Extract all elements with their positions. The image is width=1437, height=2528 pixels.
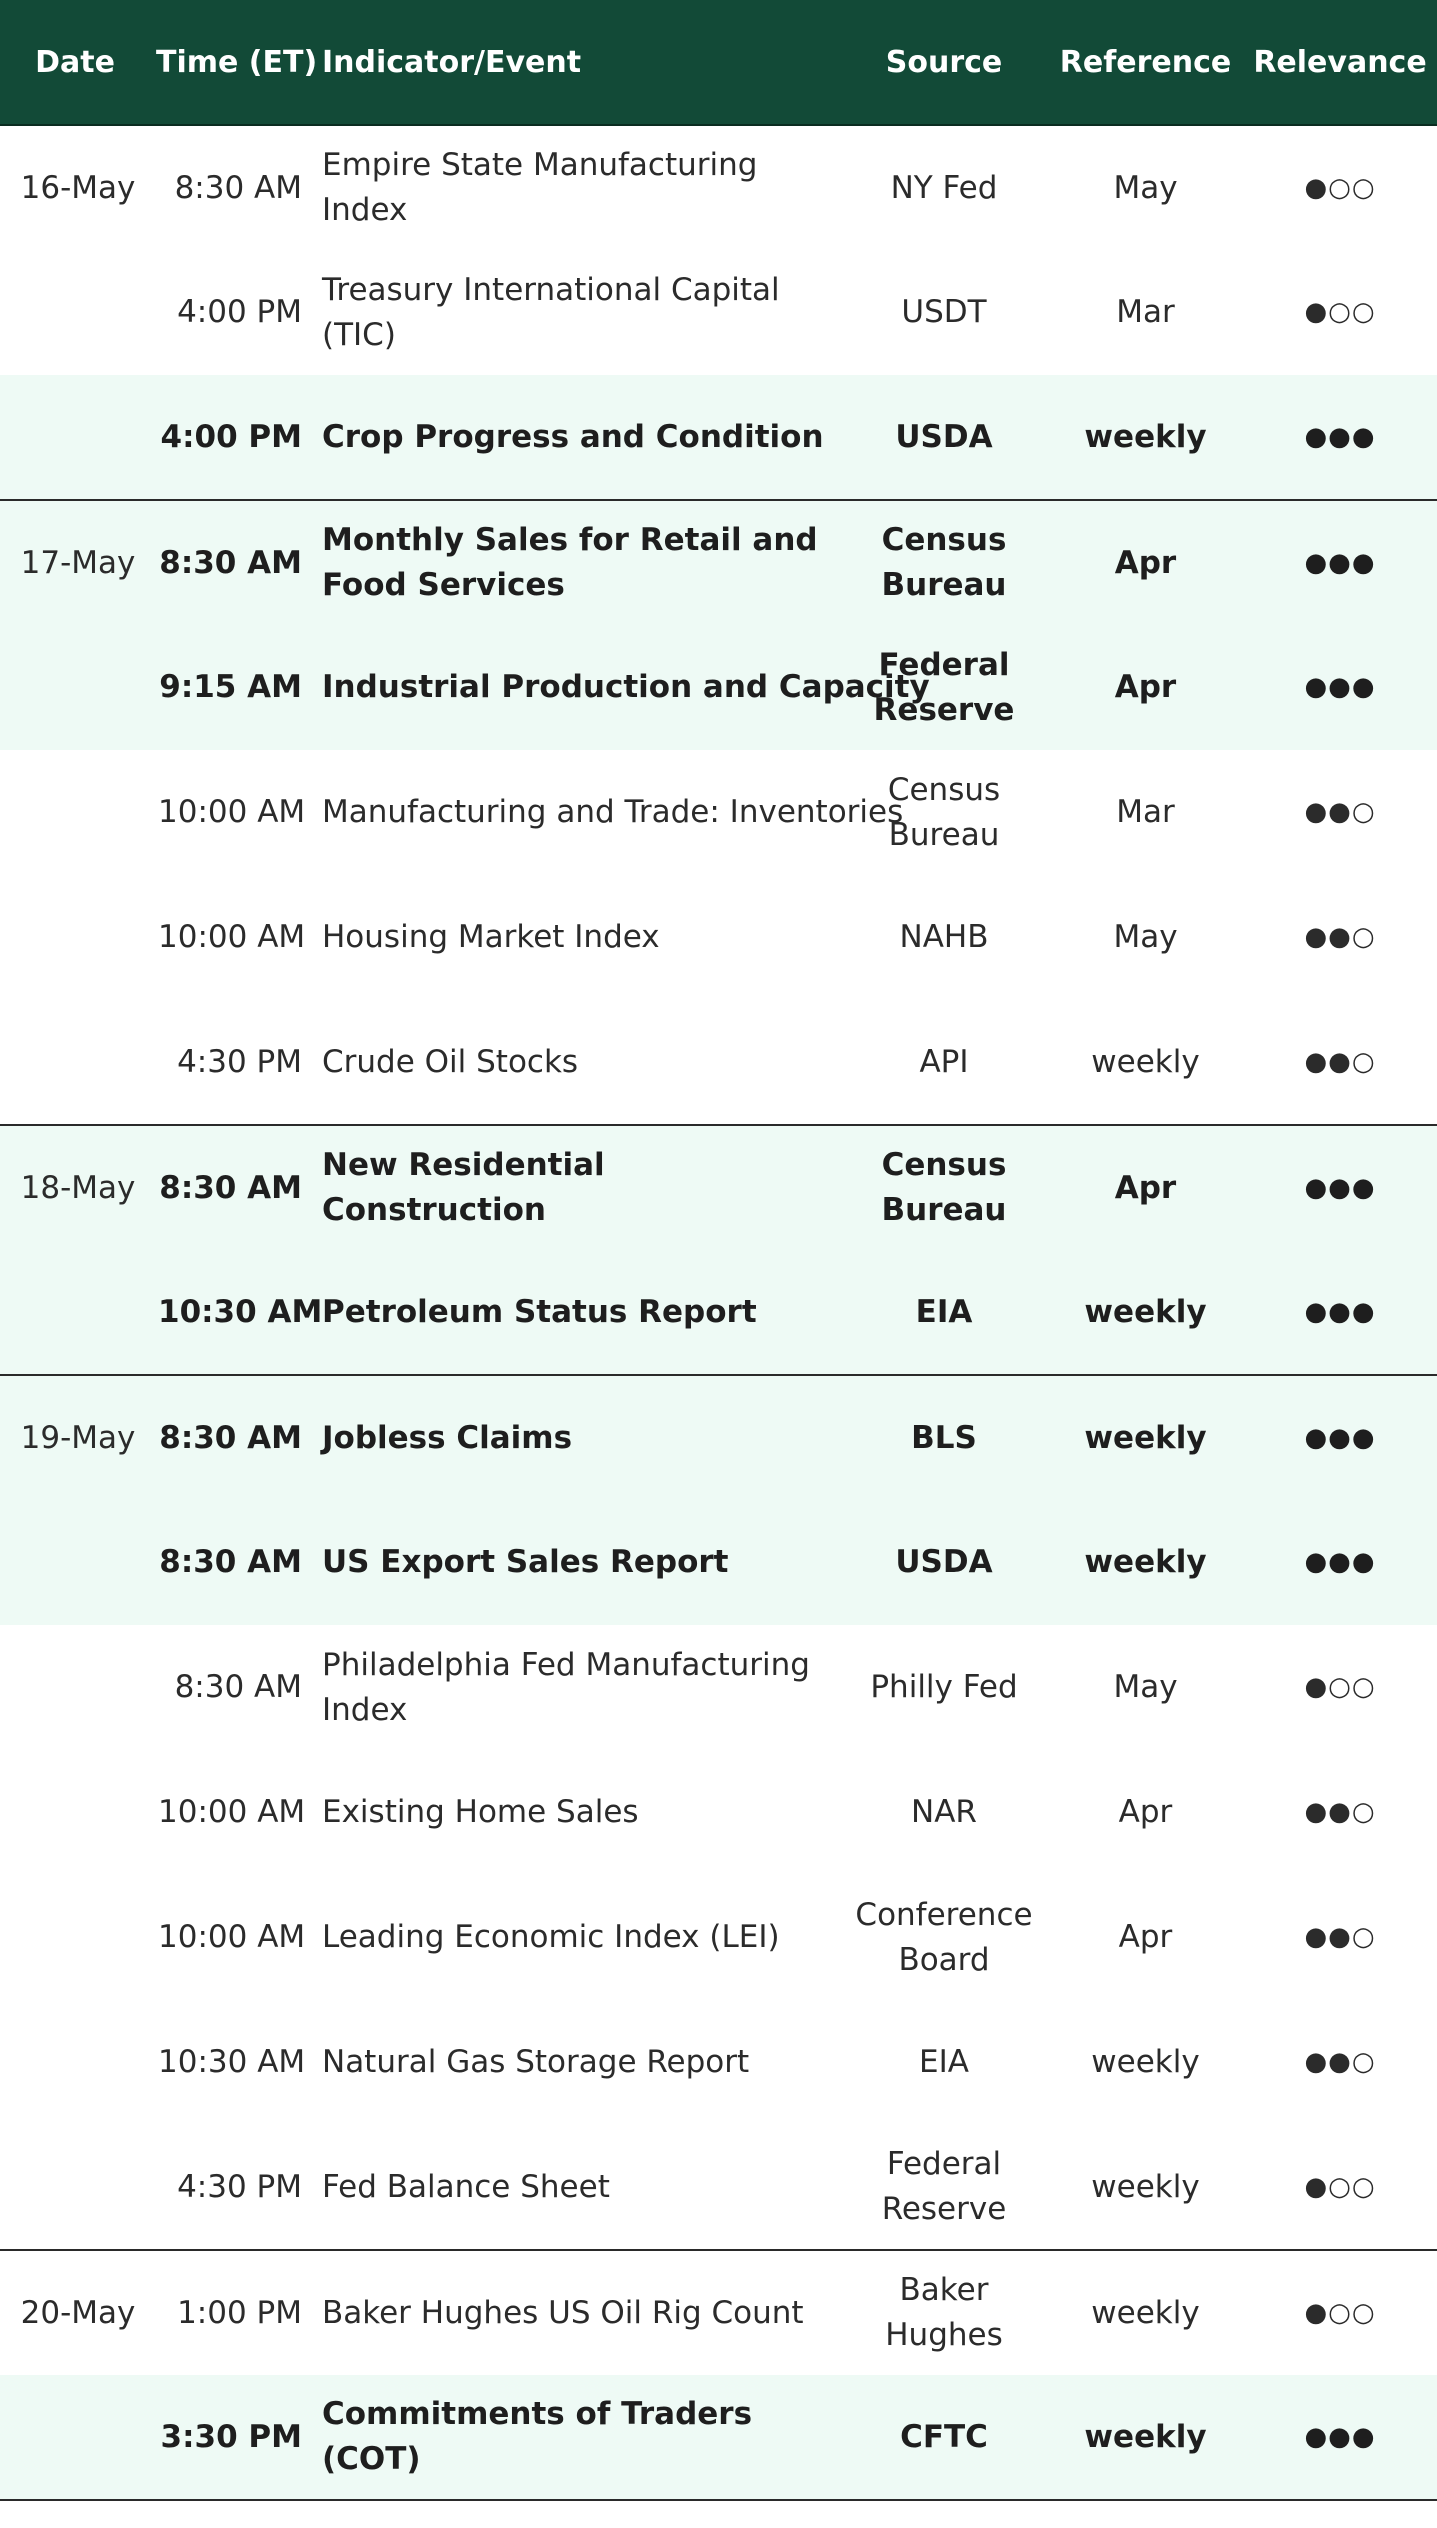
row-time: 4:30 PM xyxy=(150,2125,312,2250)
header-time: Time (ET) xyxy=(150,0,312,125)
row-relevance: ●●○ xyxy=(1243,1000,1437,1125)
row-relevance: ●●○ xyxy=(1304,2047,1376,2077)
table-row xyxy=(0,1125,1437,1250)
row-reference: Apr xyxy=(1118,1919,1173,1955)
row-reference: Mar xyxy=(1116,794,1175,830)
row-source: USDA xyxy=(840,375,1048,500)
row-source: Conference Board xyxy=(855,1896,1033,1978)
table-row xyxy=(0,250,1437,375)
table-row xyxy=(0,2125,1437,2250)
row-reference: Apr xyxy=(1118,1794,1173,1830)
row-date xyxy=(0,2125,150,2250)
row-reference: Apr xyxy=(1114,1169,1177,1206)
row-date xyxy=(0,375,150,500)
row-relevance: ●○○ xyxy=(1304,2297,1376,2328)
row-indicator: Natural Gas Storage Report xyxy=(322,2044,750,2080)
row-source: NAR xyxy=(911,1794,977,1830)
row-relevance: ●●● xyxy=(1243,375,1437,500)
row-source: CFTC xyxy=(840,2375,1048,2500)
row-time: 8:30 AM xyxy=(159,544,302,581)
row-source: EIA xyxy=(840,1250,1048,1375)
row-indicator: Baker Hughes US Oil Rig Count xyxy=(322,2294,804,2331)
row-date xyxy=(0,250,150,375)
row-date xyxy=(0,2375,150,2500)
table-row xyxy=(0,1000,1437,1125)
table-row xyxy=(0,2250,1437,2375)
row-time: 10:30 AM xyxy=(158,2044,306,2080)
row-date xyxy=(0,1875,150,2000)
row-time: 1:00 PM xyxy=(177,2294,302,2331)
row-date xyxy=(0,1750,150,1875)
row-source: EIA xyxy=(919,2044,969,2080)
row-time: 4:30 PM xyxy=(150,1000,312,1125)
row-relevance: ●●● xyxy=(1304,672,1376,702)
row-time: 10:00 AM xyxy=(158,794,306,830)
row-relevance: ●●● xyxy=(1243,2375,1437,2500)
row-indicator: US Export Sales Report xyxy=(322,1544,729,1580)
table-row xyxy=(0,1500,1437,1625)
table-row xyxy=(0,875,1437,1000)
row-reference: weekly xyxy=(1048,375,1243,500)
table-row xyxy=(0,1375,1437,1500)
row-date: 16-May xyxy=(20,169,136,206)
row-indicator: Commitments of Traders (COT) xyxy=(312,2375,840,2500)
header-date: Date xyxy=(0,0,150,125)
row-relevance: ●○○ xyxy=(1304,1672,1376,1702)
row-time: 9:15 AM xyxy=(159,669,302,705)
row-relevance: ●●● xyxy=(1304,547,1376,578)
row-date xyxy=(0,1500,150,1625)
row-indicator: Fed Balance Sheet xyxy=(312,2125,840,2250)
row-time: 8:30 AM xyxy=(159,1169,302,1206)
header-row xyxy=(0,0,1437,125)
row-date xyxy=(0,1625,150,1750)
row-relevance: ●○○ xyxy=(1243,2125,1437,2250)
row-source: BLS xyxy=(911,1419,977,1456)
table-row xyxy=(0,750,1437,875)
header-indicator: Indicator/Event xyxy=(312,0,840,125)
row-relevance: ●○○ xyxy=(1304,297,1376,327)
row-indicator: Crude Oil Stocks xyxy=(312,1000,840,1125)
row-date xyxy=(0,750,150,875)
row-indicator: Manufacturing and Trade: Inventories xyxy=(322,794,904,830)
row-indicator: Treasury International Capital (TIC) xyxy=(322,271,780,353)
row-reference: May xyxy=(1113,919,1178,955)
header-relevance: Relevance xyxy=(1243,0,1437,125)
row-source: Census Bureau xyxy=(881,522,1007,603)
row-time: 10:00 AM xyxy=(158,919,306,955)
row-date: 18-May xyxy=(20,1169,136,1206)
row-date xyxy=(0,1000,150,1125)
row-time: 3:30 PM xyxy=(150,2375,312,2500)
header-reference: Reference xyxy=(1048,0,1243,125)
row-indicator: Jobless Claims xyxy=(322,1419,573,1456)
row-indicator: Leading Economic Index (LEI) xyxy=(322,1919,780,1955)
table-row xyxy=(0,2375,1437,2500)
row-time: 4:00 PM xyxy=(177,294,302,330)
row-relevance: ●○○ xyxy=(1304,172,1376,203)
row-time: 8:30 AM xyxy=(159,1419,302,1456)
row-indicator: Industrial Production and Capacity xyxy=(322,669,930,705)
table-row xyxy=(0,625,1437,750)
row-reference: weekly xyxy=(1091,2044,1200,2080)
row-reference: weekly xyxy=(1048,1000,1243,1125)
row-reference: Apr xyxy=(1114,669,1177,705)
row-time: 10:00 AM xyxy=(158,1794,306,1830)
table-row xyxy=(0,1625,1437,1750)
row-indicator: Housing Market Index xyxy=(322,919,660,955)
row-date xyxy=(0,2000,150,2125)
table-row xyxy=(0,375,1437,500)
row-time: 8:30 AM xyxy=(159,1544,302,1580)
table-row xyxy=(0,1250,1437,1375)
row-reference: weekly xyxy=(1084,1419,1207,1456)
row-source: NY Fed xyxy=(890,169,998,206)
row-reference: May xyxy=(1113,1669,1178,1705)
row-relevance: ●●● xyxy=(1304,1422,1376,1453)
row-relevance: ●●● xyxy=(1304,1547,1376,1577)
row-reference: Mar xyxy=(1116,294,1175,330)
row-source: Federal Reserve xyxy=(873,646,1015,728)
row-relevance: ●●● xyxy=(1304,1172,1376,1203)
table-row xyxy=(0,1875,1437,2000)
row-date xyxy=(0,875,150,1000)
row-source: Baker Hughes xyxy=(885,2272,1003,2353)
row-reference: weekly xyxy=(1084,1544,1207,1580)
row-source: USDT xyxy=(901,294,987,330)
row-time: 8:30 AM xyxy=(174,169,302,206)
row-reference: weekly xyxy=(1048,2375,1243,2500)
row-relevance: ●●○ xyxy=(1304,797,1376,827)
header-source: Source xyxy=(840,0,1048,125)
row-indicator: Existing Home Sales xyxy=(322,1794,639,1830)
row-date: 20-May xyxy=(20,2294,136,2331)
row-date: 17-May xyxy=(20,544,136,581)
row-indicator: Petroleum Status Report xyxy=(312,1250,840,1375)
row-reference: Apr xyxy=(1114,544,1177,581)
row-relevance: ●●○ xyxy=(1304,1922,1376,1952)
row-source: Census Bureau xyxy=(881,1147,1007,1228)
row-reference: May xyxy=(1113,169,1178,206)
row-time: 4:00 PM xyxy=(150,375,312,500)
row-source: Federal Reserve xyxy=(840,2125,1048,2250)
row-relevance: ●●○ xyxy=(1304,922,1376,952)
row-relevance: ●●○ xyxy=(1304,1797,1376,1827)
table-row xyxy=(0,2000,1437,2125)
row-time: 8:30 AM xyxy=(174,1669,302,1705)
table-row xyxy=(0,125,1437,250)
row-source: Philly Fed xyxy=(870,1669,1018,1705)
row-reference: weekly xyxy=(1048,1250,1243,1375)
row-indicator: Philadelphia Fed Manufacturing Index xyxy=(322,1646,810,1728)
row-reference: weekly xyxy=(1048,2125,1243,2250)
table-row xyxy=(0,500,1437,625)
row-indicator: Crop Progress and Condition xyxy=(312,375,840,500)
row-indicator: Empire State Manufacturing Index xyxy=(322,147,758,228)
row-reference: weekly xyxy=(1091,2294,1200,2331)
table-row xyxy=(0,1750,1437,1875)
row-date xyxy=(0,625,150,750)
row-source: API xyxy=(840,1000,1048,1125)
row-indicator: Monthly Sales for Retail and Food Services xyxy=(322,522,818,603)
row-time: 10:30 AM xyxy=(150,1250,312,1375)
row-source: Census Bureau xyxy=(887,771,1001,853)
row-relevance: ●●● xyxy=(1243,1250,1437,1375)
row-source: NAHB xyxy=(899,919,989,955)
row-time: 10:00 AM xyxy=(158,1919,306,1955)
row-date xyxy=(0,1250,150,1375)
row-indicator: New Residential Construction xyxy=(322,1147,605,1228)
row-source: USDA xyxy=(895,1544,993,1580)
row-date: 19-May xyxy=(20,1419,136,1456)
